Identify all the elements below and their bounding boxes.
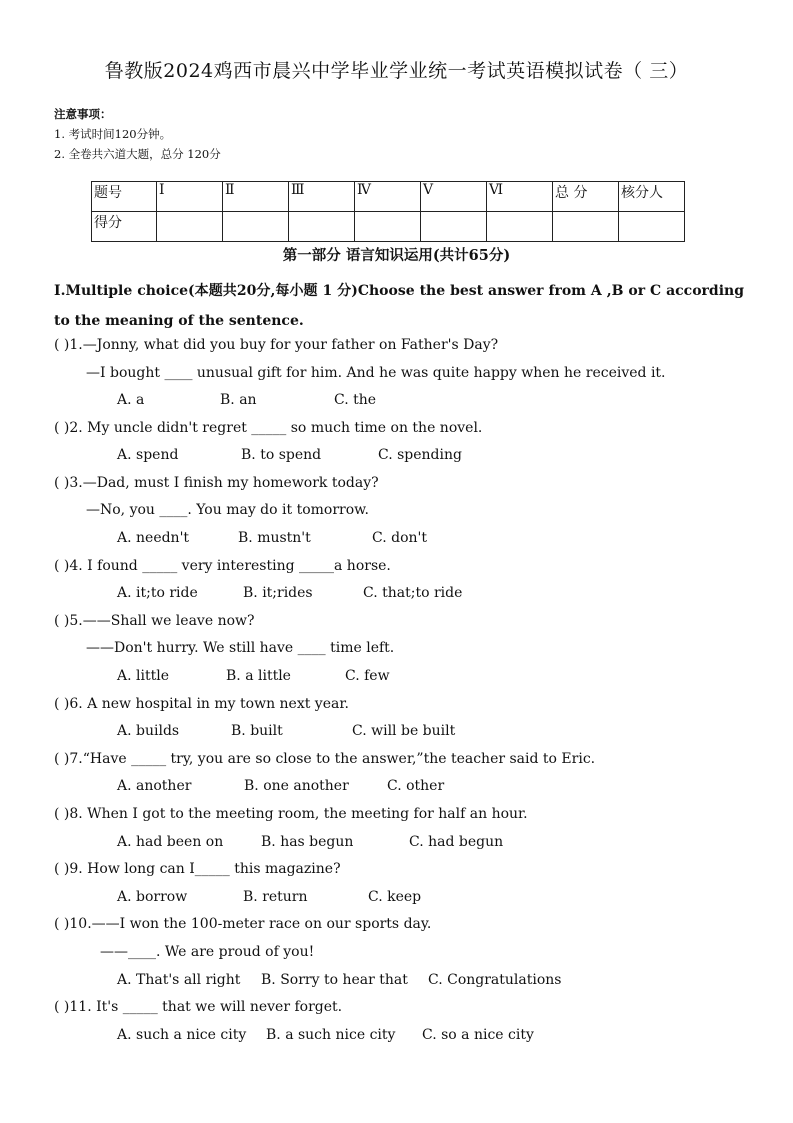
question-stem: ( )3.—Dad, must I finish my homework today? (54, 475, 379, 491)
score-header-cell: 核分人 (619, 182, 685, 212)
score-header-cell: Ⅴ (421, 182, 487, 212)
option-b: B. return (243, 889, 308, 905)
option-a: A. another (117, 778, 192, 794)
option-b: B. to spend (241, 447, 322, 463)
option-a: A. borrow (117, 889, 188, 905)
option-a: A. builds (117, 723, 180, 739)
option-a: A. such a nice city (117, 1027, 247, 1043)
score-input-cell[interactable] (157, 212, 223, 242)
question-stem: ( )6. A new hospital in my town next year. (54, 696, 349, 712)
option-a: A. That's all right (117, 972, 241, 988)
option-a: A. it;to ride (117, 585, 198, 601)
option-b: B. a little (226, 668, 291, 684)
option-b: B. an (220, 392, 257, 408)
option-b: B. a such nice city (266, 1027, 396, 1043)
score-header-cell: 题号 (92, 182, 157, 212)
option-a: A. a (117, 392, 145, 408)
option-c: C. so a nice city (422, 1027, 534, 1043)
notice-item: 1. 考试时间120分钟。 (54, 127, 172, 141)
score-input-cell[interactable] (553, 212, 619, 242)
question-stem: ( )5.——Shall we leave now? (54, 613, 255, 629)
option-c: C. other (387, 778, 445, 794)
score-input-cell[interactable] (355, 212, 421, 242)
score-table-header-row (92, 182, 685, 212)
score-table-score-row (92, 212, 685, 242)
score-header-cell: Ⅳ (355, 182, 421, 212)
score-input-cell[interactable] (487, 212, 553, 242)
option-a: A. needn't (117, 530, 190, 546)
option-c: C. had begun (409, 834, 504, 850)
option-c: C. spending (378, 447, 462, 463)
option-c: C. that;to ride (363, 585, 463, 601)
notice-item: 2. 全卷共六道大题，总分 120分 (54, 147, 221, 161)
option-b: B. it;rides (243, 585, 313, 601)
question-stem: ( )10.——I won the 100-meter race on our sports day. (54, 916, 432, 932)
score-header-cell: Ⅵ (487, 182, 553, 212)
question-reply: ——____. We are proud of you! (100, 944, 315, 960)
question-stem: ( )7.“Have _____ try, you are so close to the answer,”the teacher said to Eric. (54, 751, 596, 767)
option-c: C. few (345, 668, 390, 684)
option-c: C. Congratulations (428, 972, 562, 988)
notice-heading: 注意事项： (54, 107, 112, 121)
part-title: 第一部分 语言知识运用(共计65分) (282, 247, 511, 264)
question-reply: —No, you ____. You may do it tomorrow. (86, 502, 369, 518)
option-b: B. mustn't (238, 530, 311, 546)
score-header-cell: Ⅰ (157, 182, 223, 212)
question-stem: ( )9. How long can I_____ this magazine? (54, 861, 341, 877)
option-b: B. Sorry to hear that (261, 972, 408, 988)
option-c: C. keep (368, 889, 422, 905)
question-stem: ( )1.—Jonny, what did you buy for your father on Father's Day? (54, 337, 499, 353)
option-a: A. little (117, 668, 169, 684)
option-b: B. one another (244, 778, 349, 794)
score-header-cell: Ⅱ (223, 182, 289, 212)
score-input-cell[interactable] (619, 212, 685, 242)
question-reply: —I bought ____ unusual gift for him. And he was quite happy when he received it. (86, 365, 666, 381)
question-stem: ( )11. It's _____ that we will never forget. (54, 999, 343, 1015)
notice-block (54, 104, 221, 164)
question-stem: ( )2. My uncle didn't regret _____ so much time on the novel. (54, 420, 483, 436)
score-table (91, 181, 685, 242)
question-stem: ( )8. When I got to the meeting room, the meeting for half an hour. (54, 806, 528, 822)
question-reply: ——Don't hurry. We still have ____ time left. (86, 640, 395, 656)
score-row-label: 得分 (92, 212, 157, 242)
exam-title: 鲁教版2024鸡西市晨兴中学毕业学业统一考试英语模拟试卷（ 三） (104, 60, 689, 82)
option-a: A. spend (117, 447, 179, 463)
score-header-cell: Ⅲ (289, 182, 355, 212)
score-header-cell: 总 分 (553, 182, 619, 212)
option-c: C. will be built (352, 723, 456, 739)
question-stem: ( )4. I found _____ very interesting _____a horse. (54, 558, 391, 574)
score-input-cell[interactable] (223, 212, 289, 242)
option-c: C. don't (372, 530, 427, 546)
score-input-cell[interactable] (421, 212, 487, 242)
option-b: B. has begun (261, 834, 354, 850)
score-input-cell[interactable] (289, 212, 355, 242)
section-heading: Ⅰ.Multiple choice(本题共20分,每小题 1 分)Choose the best answer from A ,B or C according to the meaning of the sentence. (54, 283, 744, 329)
option-c: C. the (334, 392, 377, 408)
option-a: A. had been on (117, 834, 224, 850)
option-b: B. built (231, 723, 283, 739)
